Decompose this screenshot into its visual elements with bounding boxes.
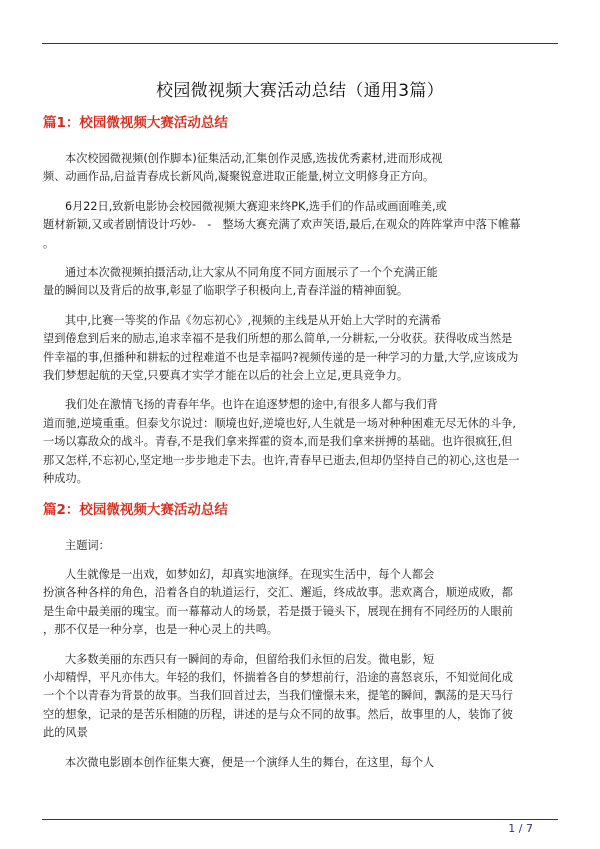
text-line: 我们梦想起航的天堂,只要真才实学才能在以后的社会上立足,更具竞争力。 (43, 369, 409, 383)
document-title: 校园微视频大赛活动总结（通用3篇） (156, 81, 444, 101)
text-line: ，那不仅是一种分享，也是一种心灵上的共鸣。 (43, 623, 278, 637)
paragraph (43, 651, 557, 743)
text-line: 小却精悍，平凡亦伟大。年轻的我们，怀揣着各自的梦想前行，沿途的喜怒哀乐，不知觉间化成 (43, 670, 513, 684)
section-heading: 篇1：校园微视频大赛活动总结 (43, 115, 228, 131)
text-line: 扮演各种各样的角色，沿着各自的轨道运行，交汇、邂逅，终成故事。悲欢离合，顺逆成败，都 (43, 586, 513, 600)
text-line: 大多数美丽的东西只有一瞬间的寿命，但留给我们永恒的启发。微电影，短 (65, 652, 435, 666)
text-line: 6月22日,致新电影协会校园微视频大赛迎来终PK,选手们的作品或画面唯美,或 (65, 199, 447, 213)
paragraph (43, 150, 557, 187)
footer-rule (42, 819, 558, 820)
paragraph (43, 264, 557, 301)
page-number: 1 / 7 (508, 822, 533, 835)
section-heading: 篇2：校园微视频大赛活动总结 (43, 501, 228, 518)
text-line: 题材新颖,又或者剧情设计巧妙- - 整场大赛充满了欢声笑语,最后,在观众的阵阵掌声中落下帷幕 (43, 218, 521, 232)
text-line: 本次微电影剧本创作征集大赛，便是一个演绎人生的舞台，在这里，每个人 (65, 755, 435, 769)
section-2 (43, 500, 557, 772)
text-line: 此的风景 (43, 726, 88, 740)
text-line: 。 (43, 236, 55, 250)
text-line: 频、动画作品,启益青春成长新风尚,凝聚锐意进取正能量,树立文明修身正方向。 (43, 170, 435, 184)
text-line: 主题词： (65, 538, 110, 552)
paragraph (43, 198, 557, 253)
text-line: 望到倦怠到后来的励志,追求幸福不是我们所想的那么简单,一分耕耘,一分收获。获得收成当然是 (43, 332, 513, 346)
text-line: 本次校园微视频(创作脚本)征集活动,汇集创作灵感,选拔优秀素材,进而形成视 (65, 152, 443, 165)
text-line: 是生命中最美丽的瑰宝。而一幕幕动人的场景，若是摄于镜头下，展现在拥有不同经历的人眼前 (43, 604, 513, 618)
text-line: 件幸福的事,但播种和耕耘的过程难道不也是幸福吗?视频传递的是一种学习的力量,大学,应该成为 (43, 350, 519, 364)
text-line: 我们处在激情飞扬的青春年华。也许在追逐梦想的途中,有很多人都与我们背 (65, 398, 438, 412)
section-1 (43, 113, 557, 489)
header-rule (42, 43, 558, 44)
text-line: 人生就像是一出戏，如梦如幻，却真实地演绎。在现实生活中，每个人都会 (65, 567, 435, 581)
text-line: 空的想象，记录的是苦乐相随的历程，讲述的是与众不同的故事。然后，故事里的人，装饰了彼 (43, 707, 513, 721)
document-body (43, 113, 557, 783)
text-line: 量的瞬间以及背后的故事,彰显了临职学子积极向上,青春洋溢的精神面貌。 (43, 284, 409, 298)
text-line: 通过本次微视频拍摄活动,让大家从不同角度不同方面展示了一个个充满正能 (65, 266, 438, 280)
text-line: 一场以寡敌众的战斗。青春,不是我们拿来挥霍的资本,而是我们拿来拼搏的基础。也许很疯狂,但 (43, 435, 513, 449)
paragraph (43, 396, 557, 488)
text-line: 那又怎样,不忘初心,坚定地一步步地走下去。也许,青春早已逝去,但却仍坚持自己的初心,这也是一 (43, 453, 520, 467)
paragraph (43, 566, 557, 640)
text-line: 种成功。 (43, 472, 88, 486)
text-line: 一个个以青春为背景的故事。当我们回首过去，当我们憧憬未来，提笔的瞬间，飘荡的是天马行 (43, 689, 513, 703)
paragraph (43, 754, 557, 772)
paragraph (43, 312, 557, 386)
paragraph (43, 537, 557, 555)
text-line: 其中,比赛一等奖的作品《勿忘初心》,视频的主线是从开始上大学时的充满希 (65, 313, 442, 327)
text-line: 道而驰,逆境重重。但泰戈尔说过：顺境也好,逆境也好,人生就是一场对种种困难无尽无休的斗争, (43, 416, 516, 430)
